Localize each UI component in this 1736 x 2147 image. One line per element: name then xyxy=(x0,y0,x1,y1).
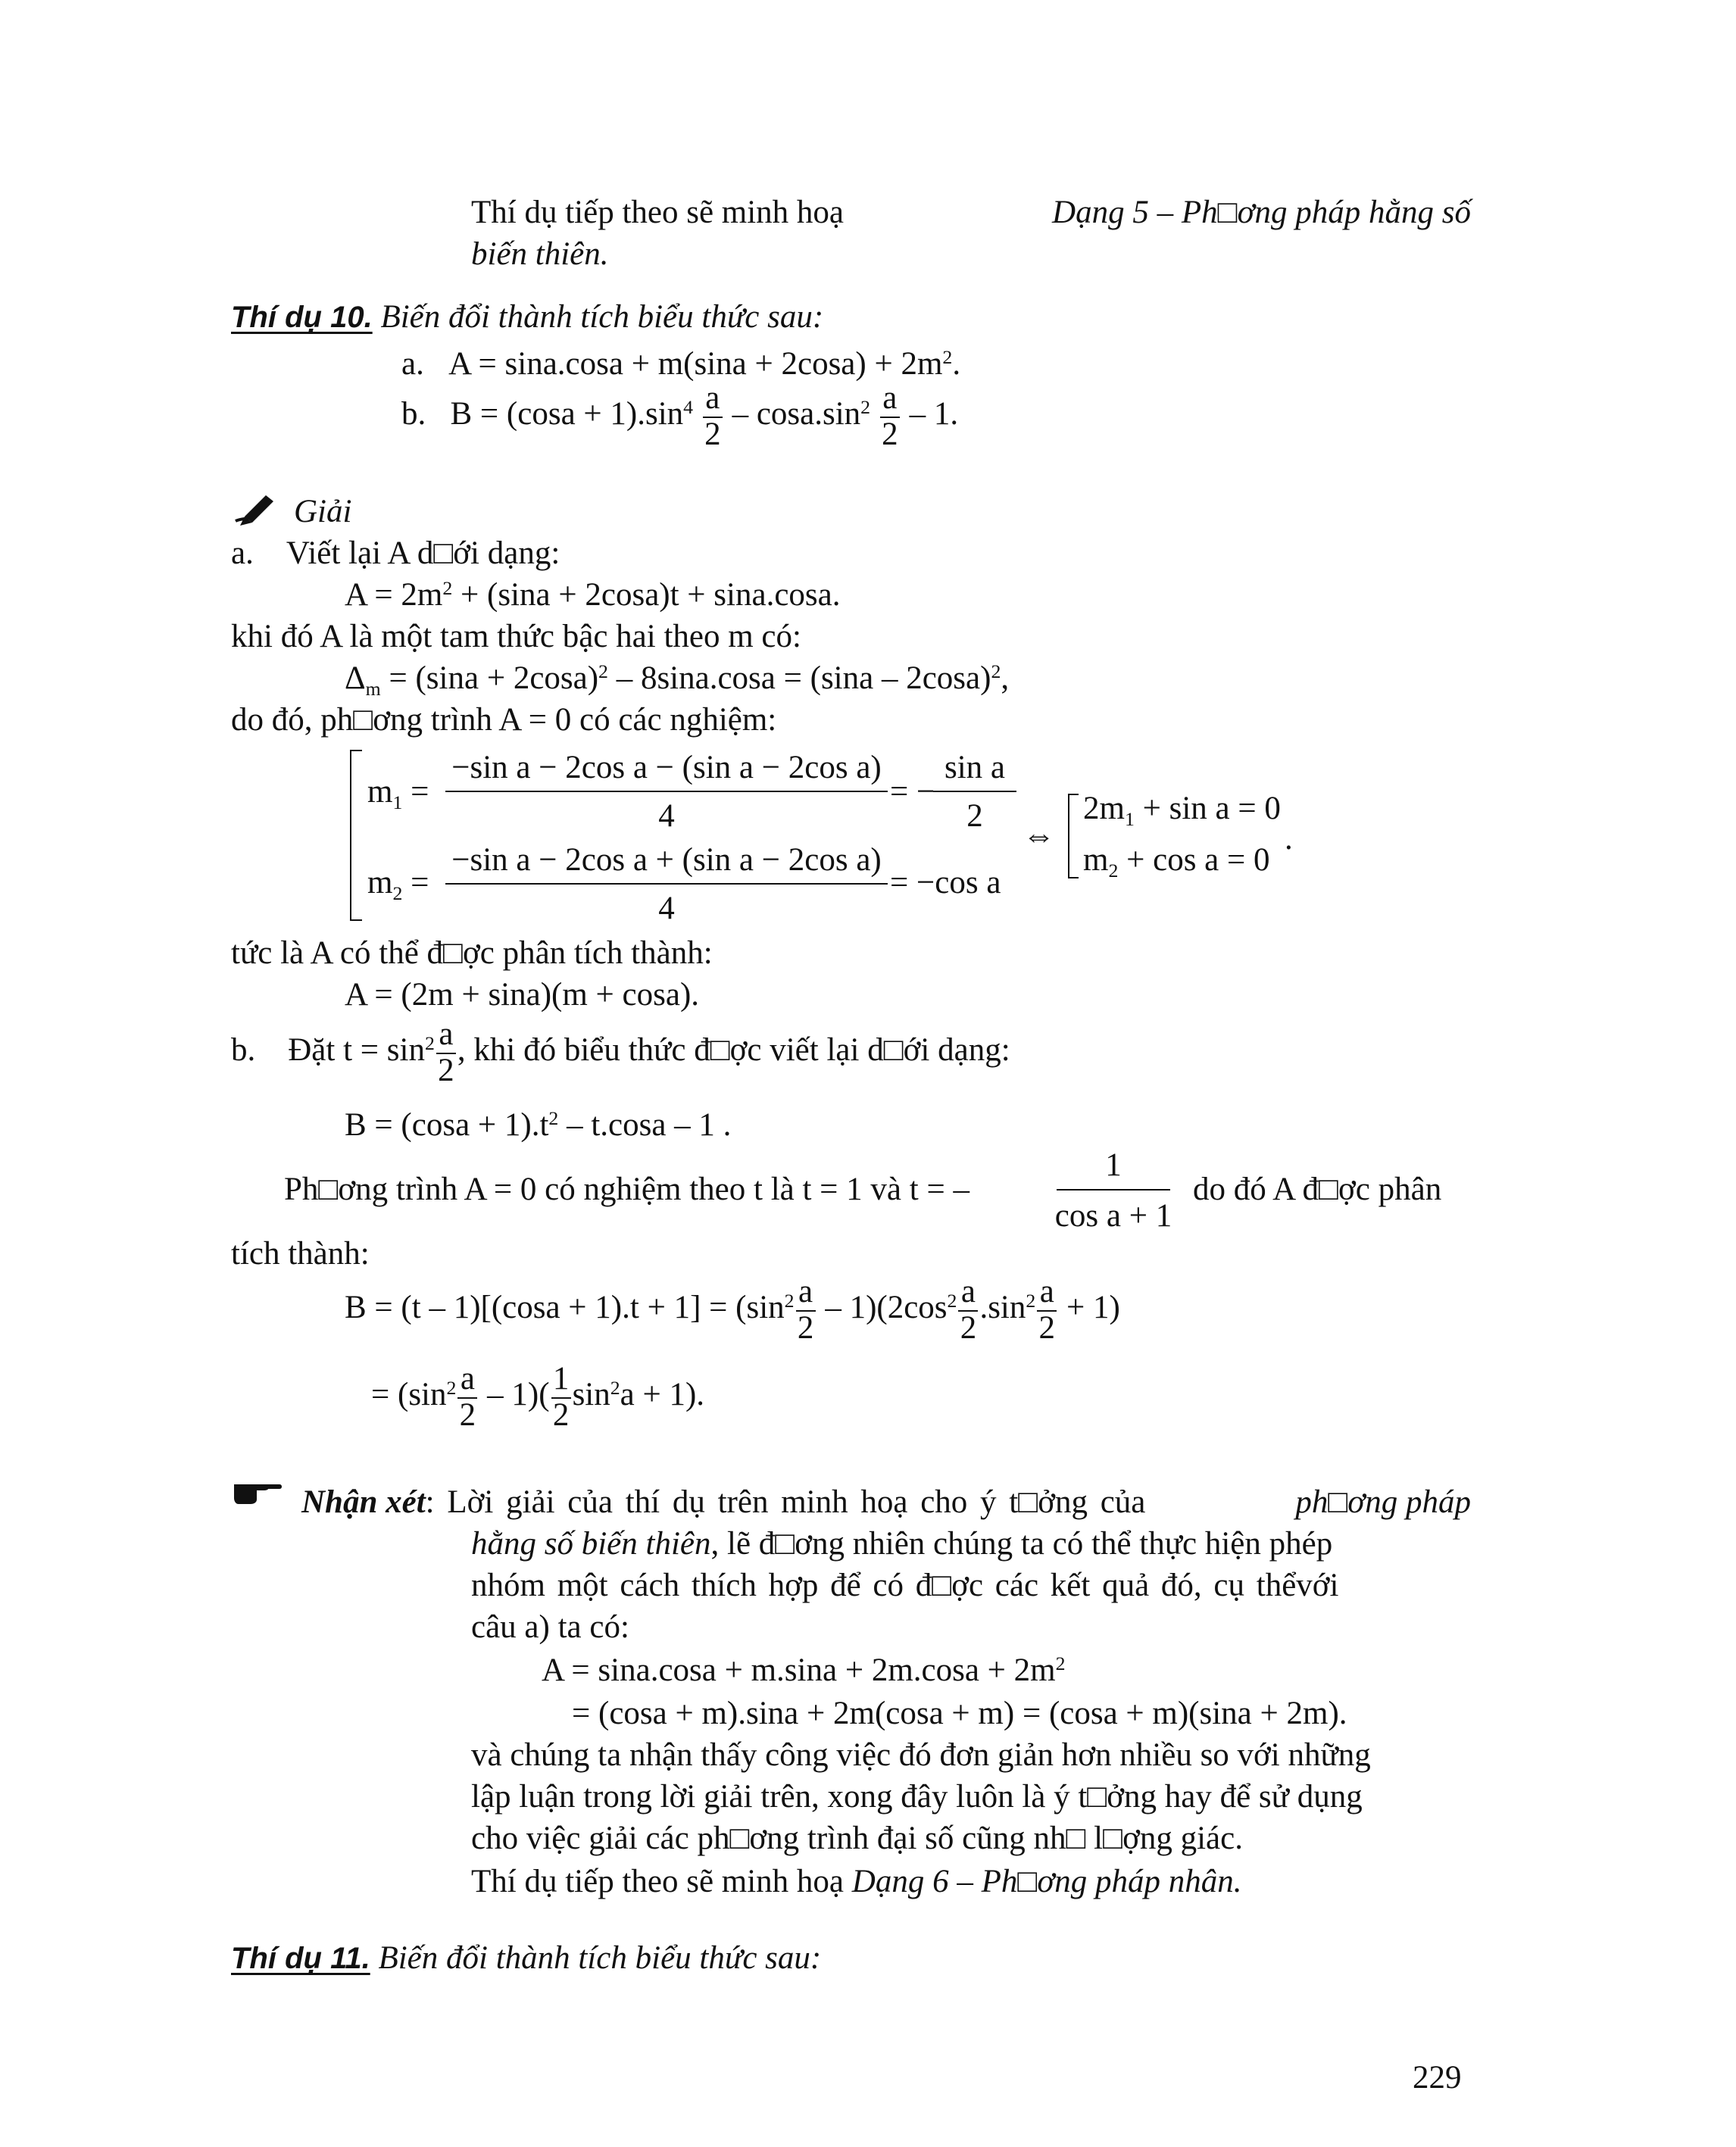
r5-a: A = sina.cosa + m.sina + 2m.cosa + 2m xyxy=(542,1652,1056,1688)
remark-line-8: lập luận trong lời giải trên, xong đây luôn là ý t□ởng hay để sử dụng xyxy=(471,1779,1363,1815)
l7-exp: 2 xyxy=(548,1106,559,1129)
l11-a: = (sin xyxy=(371,1376,447,1412)
frac-num: a xyxy=(960,1274,976,1309)
sol-a-text: Viết lại A d□ới dạng: xyxy=(286,535,560,571)
frac-num: a xyxy=(798,1274,813,1309)
l8-frac-num: 1 xyxy=(1105,1147,1122,1183)
m2-eq: = xyxy=(411,865,429,900)
sol-b-pre: Đặt t = sin xyxy=(288,1031,425,1068)
intro-dang: Dạng 5 xyxy=(1052,195,1149,230)
l10-d: + 1) xyxy=(1058,1289,1120,1325)
m1-result-num: sin a xyxy=(944,750,1006,785)
item-a-end: . xyxy=(952,346,961,382)
sol-line-6: A = (2m + sina)(m + cosa). xyxy=(345,977,700,1013)
intro-method: Ph□ơng pháp hằng số xyxy=(1181,195,1471,230)
fraction-1-over-2 xyxy=(550,1359,573,1435)
c2-b: + cos a = 0 xyxy=(1118,842,1270,878)
r10-method: Ph□ơng pháp nhân. xyxy=(981,1864,1242,1899)
sol-b-line xyxy=(231,1015,1010,1091)
example-10-heading-line xyxy=(231,298,823,337)
intro-line-1 xyxy=(471,193,1471,232)
remark-r2: , lẽ đ□ơng nhiên chúng ta có thể thực hiện phép xyxy=(710,1526,1333,1562)
fraction-a-over-2 xyxy=(957,1272,979,1348)
sol-line-10 xyxy=(345,1272,1120,1348)
remark-method: ph□ơng pháp xyxy=(1295,1484,1471,1520)
item-a-label: a. xyxy=(401,346,424,382)
l11-e1: 2 xyxy=(446,1376,457,1399)
remark-r2-italic: hằng số biến thiên xyxy=(471,1526,711,1562)
frac-den: 2 xyxy=(704,417,721,453)
frac-den: 2 xyxy=(1038,1310,1056,1347)
remark-line-2 xyxy=(471,1524,1332,1564)
m1-sub: 1 xyxy=(392,791,403,814)
l10-b: – 1)(2cos xyxy=(816,1289,948,1325)
r5-exp: 2 xyxy=(1055,1652,1066,1674)
sol-line-2: khi đó A là một tam thức bậc hai theo m có: xyxy=(231,619,801,654)
m1-letter: m xyxy=(367,774,393,810)
c1-b: + sin a = 0 xyxy=(1134,791,1281,826)
remark-line-3: nhóm một cách thích hợp để có đ□ợc các kết quả đó, cụ thểvới xyxy=(471,1568,1339,1603)
c1-a: 2m xyxy=(1083,791,1125,826)
m1-result-den: 2 xyxy=(966,798,983,834)
iff-symbol: ⇔ xyxy=(1023,818,1055,853)
fraction-a-over-2 xyxy=(435,1015,457,1091)
system-dot: . xyxy=(1285,821,1293,857)
m1-result-eq: = − xyxy=(890,774,935,810)
remark-r1: : Lời giải của thí dụ trên minh hoạ cho ý t□ởng của xyxy=(425,1484,1159,1520)
delta-sub: m xyxy=(365,678,381,701)
sol-b-label: b. xyxy=(231,1031,256,1068)
m1-denominator: 4 xyxy=(658,798,675,834)
m1-numerator: −sin a − 2cos a − (sin a − 2cos a) xyxy=(451,750,882,785)
l11-b: – 1)( xyxy=(479,1376,550,1412)
left-bracket xyxy=(350,750,362,921)
item-b-formula: B = (cosa + 1).sin xyxy=(450,395,684,432)
l11-c: sin xyxy=(572,1376,610,1412)
l1-exp: 2 xyxy=(442,576,453,599)
remark-line-6: = (cosa + m).sina + 2m(cosa + m) = (cosa + m)(sina + 2m). xyxy=(572,1696,1347,1731)
l3-e2: 2 xyxy=(991,660,1001,682)
fraction-a-over-2 xyxy=(879,379,901,454)
l8-frac-bar xyxy=(1057,1189,1170,1191)
sol-line-9: tích thành: xyxy=(231,1236,370,1272)
l7-a: B = (cosa + 1).t xyxy=(345,1107,549,1143)
l8-frac-den: cos a + 1 xyxy=(1054,1198,1172,1234)
item-a-formula: A = sina.cosa + m(sina + 2cosa) + 2m xyxy=(448,346,943,382)
fraction-a-over-2 xyxy=(1035,1272,1058,1348)
frac-den: 2 xyxy=(552,1397,570,1434)
frac-den: 2 xyxy=(459,1397,476,1434)
sol-line-11 xyxy=(371,1359,704,1435)
item-b-mid: – cosa.sin xyxy=(732,395,861,432)
sol-b-post: , khi đó biểu thức đ□ợc viết lại d□ới dạng: xyxy=(457,1031,1010,1068)
l1-b: + (sina + 2cosa)t + sina.cosa. xyxy=(452,577,841,613)
m1-fraction-bar xyxy=(445,791,888,792)
frac-num: 1 xyxy=(552,1361,570,1396)
m2-letter: m xyxy=(367,865,393,900)
l8-post: do đó A đ□ợc phân xyxy=(1193,1172,1442,1207)
sol-line-3 xyxy=(345,659,1010,701)
m2-result: = −cos a xyxy=(890,865,1001,900)
remark-line-4: câu a) ta có: xyxy=(471,1609,629,1645)
m2-denominator: 4 xyxy=(658,891,675,926)
sol-line-1 xyxy=(345,576,840,615)
right-system-bracket xyxy=(1068,794,1079,878)
frac-den: 2 xyxy=(882,417,898,453)
m1-eq: = xyxy=(411,774,429,810)
l7-b: – t.cosa – 1 . xyxy=(558,1107,732,1143)
delta-symbol: Δ xyxy=(345,660,366,696)
l11-d: a + 1). xyxy=(620,1376,705,1412)
m2-fraction-bar xyxy=(445,883,888,885)
solution-label: Giải xyxy=(294,494,352,529)
pointing-hand-icon xyxy=(231,1477,284,1506)
frac-den: 2 xyxy=(438,1053,454,1089)
remark-line-1 xyxy=(301,1483,1471,1522)
c2-sub: 2 xyxy=(1108,860,1119,882)
l11-e2: 2 xyxy=(610,1376,620,1399)
intro-dash: – xyxy=(1148,195,1182,230)
frac-num: a xyxy=(460,1361,475,1396)
l3-b: – 8sina.cosa = (sina – 2cosa) xyxy=(607,660,991,696)
frac-num: a xyxy=(882,380,898,416)
example-10-task: Biến đổi thành tích biểu thức sau: xyxy=(380,299,824,335)
l3-e1: 2 xyxy=(598,660,608,682)
m2-numerator: −sin a − 2cos a + (sin a − 2cos a) xyxy=(451,842,882,878)
sol-line-4: do đó, ph□ơng trình A = 0 có các nghiệm: xyxy=(231,702,777,738)
system-eq-1 xyxy=(1083,789,1281,829)
frac-num: a xyxy=(439,1016,454,1052)
example-11-task: Biến đổi thành tích biểu thức sau: xyxy=(378,1940,822,1976)
pencil-writing-icon xyxy=(231,491,276,527)
sol-line-7 xyxy=(345,1106,731,1145)
item-b-exp2: 2 xyxy=(860,395,871,418)
example-10-item-a xyxy=(401,345,960,384)
l10-e3: 2 xyxy=(1026,1289,1036,1312)
frac-den: 2 xyxy=(960,1310,977,1347)
system-eq-2 xyxy=(1083,841,1270,880)
sol-b-exp: 2 xyxy=(424,1031,435,1054)
remark-line-10 xyxy=(471,1862,1242,1902)
l3-a: = (sina + 2cosa) xyxy=(380,660,599,696)
example-10-heading: Thí dụ 10. xyxy=(231,301,373,334)
c1-sub: 1 xyxy=(1124,808,1135,831)
l1-a: A = 2m xyxy=(345,577,443,613)
m1-var xyxy=(367,772,429,812)
frac-den: 2 xyxy=(797,1310,814,1347)
sol-a-label: a. xyxy=(231,535,254,571)
fraction-a-over-2 xyxy=(795,1272,817,1348)
r10-dash: – xyxy=(948,1864,982,1899)
example-11-heading-line xyxy=(231,1939,821,1978)
l10-a: B = (t – 1)[(cosa + 1).t + 1] = (sin xyxy=(345,1289,785,1325)
remark-line-5 xyxy=(542,1651,1066,1690)
r10-dang: Dạng 6 xyxy=(851,1864,949,1899)
frac-num: a xyxy=(1039,1274,1054,1309)
l10-e2: 2 xyxy=(947,1289,957,1312)
l10-e1: 2 xyxy=(784,1289,795,1312)
remark-line-9: cho việc giải các ph□ơng trình đại số cũng nh□ l□ợng giác. xyxy=(471,1821,1243,1856)
fraction-a-over-2 xyxy=(701,379,724,454)
m2-sub: 2 xyxy=(392,882,403,905)
c2-a: m xyxy=(1083,842,1109,878)
item-a-exp: 2 xyxy=(942,345,953,368)
example-10-item-b xyxy=(401,379,958,454)
remark-label: Nhận xét xyxy=(301,1484,426,1520)
remark-line-7: và chúng ta nhận thấy công việc đó đơn giản hơn nhiều so với những xyxy=(471,1737,1371,1773)
frac-num: a xyxy=(705,380,720,416)
page-number: 229 xyxy=(1413,2060,1462,2096)
item-b-exp1: 4 xyxy=(683,395,694,418)
example-11-heading: Thí dụ 11. xyxy=(231,1942,370,1975)
sol-line-5: tức là A có thể đ□ợc phân tích thành: xyxy=(231,935,713,971)
intro-line-2: biến thiên. xyxy=(471,236,609,272)
m1-result-bar xyxy=(933,791,1016,792)
m2-var xyxy=(367,863,429,903)
fraction-a-over-2 xyxy=(456,1359,479,1435)
sol-line-8: Ph□ơng trình A = 0 có nghiệm theo t là t = 1 và t = – xyxy=(284,1172,969,1207)
r10-a: Thí dụ tiếp theo sẽ minh hoạ xyxy=(471,1864,852,1899)
l10-c: .sin xyxy=(979,1289,1026,1325)
intro-text: Thí dụ tiếp theo sẽ minh hoạ xyxy=(471,195,845,230)
sol-a-line xyxy=(231,534,560,573)
item-b-end: – 1. xyxy=(909,395,959,432)
l3-c: , xyxy=(1001,660,1010,696)
item-b-label: b. xyxy=(401,395,426,432)
